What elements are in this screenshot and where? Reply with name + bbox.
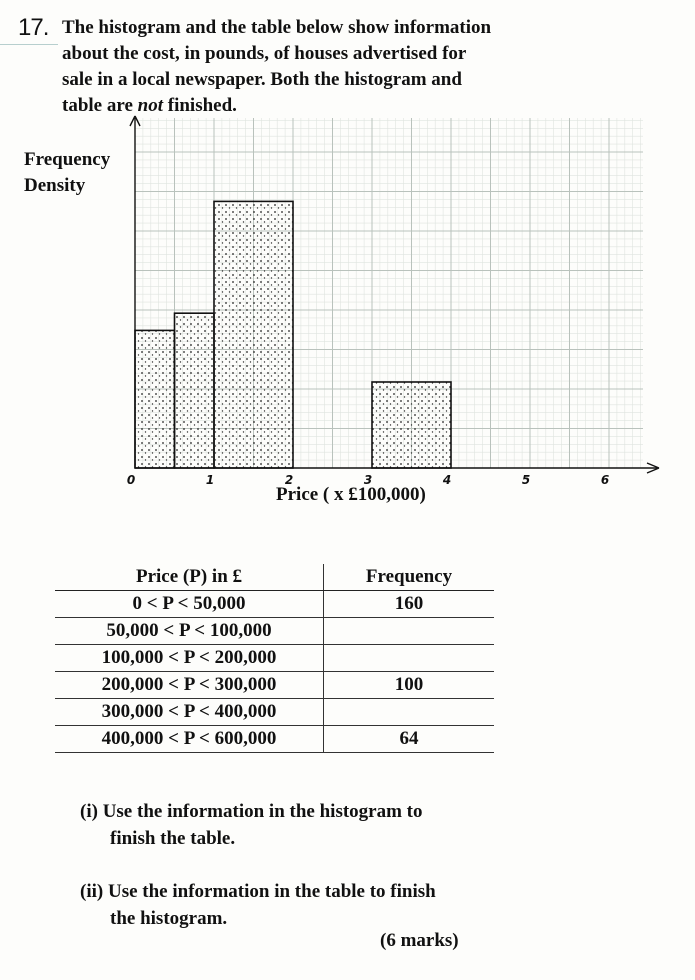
x-tick-label: 3 xyxy=(363,473,373,487)
table-row xyxy=(55,672,494,699)
frequency-cell[interactable] xyxy=(324,618,495,645)
table-row xyxy=(55,591,494,618)
x-axis-title: Price ( x £100,000) xyxy=(276,484,426,505)
frequency-cell[interactable]: 64 xyxy=(324,726,495,753)
x-tick-label: 1 xyxy=(205,473,215,487)
x-tick-label: 6 xyxy=(600,473,610,487)
part-label: (i) xyxy=(80,801,98,822)
table-header-row xyxy=(55,564,494,591)
frequency-cell[interactable] xyxy=(324,699,495,726)
frequency-cell[interactable]: 160 xyxy=(324,591,495,618)
table-row xyxy=(55,618,494,645)
question-number: 17. xyxy=(18,14,49,41)
histogram-bar xyxy=(135,330,175,468)
histogram-bar xyxy=(214,201,293,468)
y-axis-label-line-1: Frequency xyxy=(24,149,111,170)
part-text-line-2: finish the table. xyxy=(110,828,236,849)
question-text xyxy=(62,15,582,119)
price-cell: 300,000 < P < 400,000 xyxy=(55,699,324,726)
emphasis-not: not xyxy=(137,95,163,116)
question-line-3: sale in a local newspaper. Both the histogram and xyxy=(62,69,462,90)
table-row xyxy=(55,726,494,753)
histogram-chart xyxy=(0,110,695,490)
price-cell: 50,000 < P < 100,000 xyxy=(55,618,324,645)
price-cell: 100,000 < P < 200,000 xyxy=(55,645,324,672)
part-label: (ii) xyxy=(80,881,104,902)
price-cell: 400,000 < P < 600,000 xyxy=(55,726,324,753)
x-tick-label: 0 xyxy=(126,473,136,487)
part-ii xyxy=(80,878,540,932)
frequency-table xyxy=(55,564,494,753)
y-axis-label-line-2: Density xyxy=(24,175,86,196)
frequency-cell[interactable]: 100 xyxy=(324,672,495,699)
histogram-bar xyxy=(372,382,451,468)
frequency-cell[interactable] xyxy=(324,645,495,672)
table-row xyxy=(55,645,494,672)
x-tick-label: 5 xyxy=(521,473,531,487)
part-text-line-1: Use the information in the table to finish xyxy=(107,881,436,902)
question-line-1: The histogram and the table below show information xyxy=(62,17,492,38)
margin-rule xyxy=(0,44,58,45)
question-line-2: about the cost, in pounds, of houses advertised for xyxy=(62,43,467,64)
table-row xyxy=(55,699,494,726)
price-cell: 0 < P < 50,000 xyxy=(55,591,324,618)
x-tick-label: 2 xyxy=(284,473,294,487)
price-cell: 200,000 < P < 300,000 xyxy=(55,672,324,699)
part-i xyxy=(80,798,540,852)
part-text-line-1: Use the information in the histogram to xyxy=(102,801,423,822)
header-price: Price (P) in £ xyxy=(55,564,324,591)
question-line-4: table are not finished. xyxy=(62,95,237,116)
x-tick-label: 4 xyxy=(442,473,452,487)
marks-label: (6 marks) xyxy=(380,930,459,951)
histogram-bar xyxy=(175,313,215,468)
question-parts xyxy=(80,798,540,958)
part-text-line-2: the histogram. xyxy=(110,908,228,929)
header-frequency: Frequency xyxy=(324,564,495,591)
